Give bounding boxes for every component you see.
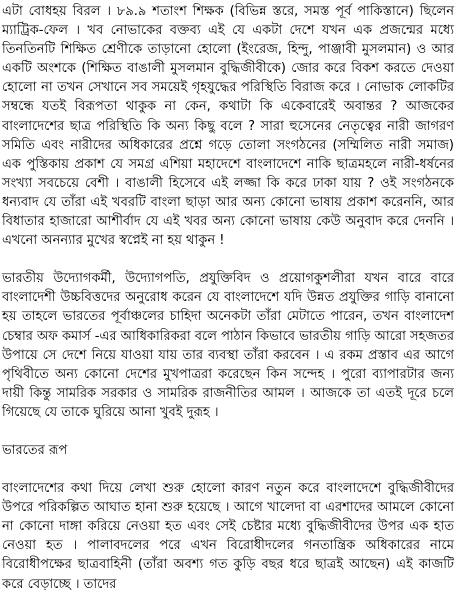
paragraph-2: ভারতীয় উদ্যোগকর্মী, উদ্যোগপতি, প্রযুক্তিবিদ ও প্রয়োগকুশলীরা যখন বারে বারে বাংলাদেশী উচ্চবিত্তদের অনুরোধ করেন যে বাংলাদেশে যদি উন্নত প্রযুক্তির গাড়ি বানানো হয় তাহলে ভারতের পূর্বাঞ্চলের চাহিদা অনেকটা তাঁরা মেটাতে পারেন, তখন বাংলাদেশ চেম্বার অফ কমার্স -এর আধিকারিকরা বলে পাঠান কিভাবে ভারতীয় গাড়ি আরো সহজতর উপায়ে সে দেশে নিয়ে যাওয়া যায় তার ব্যবস্থা তাঁরা করবেন । এ রকম প্রস্তাব এর আগে পৃথিবীতে অন্য কোনো দেশের মুখপাত্ররা করেছেন কিন সন্দেহ । পুরো ব্যাপারটার জন্য দায়ী কিন্তু সামরিক সরকার ও সামরিক রাজনীতির আমল । আজকে তা এতই দূরে চলে গিয়েছে যে তাকে ঘুরিয়ে আনা খুবই দুরূহ ।: [2, 271, 454, 420]
paragraph-3: বাংলাদেশের কথা দিয়ে লেখা শুরু হোলো কারণ নতুন করে বাংলাদেশে বুদ্ধিজীবীদের উপরে পরিকল্পিত আঘাত হানা শুরু হয়েছে । আগে খালেদা বা এরশাদের আমলে কোনো না কোনো দাঙ্গা করিয়ে নেওয়া হত এবং সেই চেষ্টার মধ্যে বুদ্ধিজীবীদের উপর এক হাত নেওয়া হত । পালাবদলের পরে এখন বিরোধীদলের গনতান্ত্রিক অধিকারের নামে বিরোধীপক্ষের ছাত্রবাহিনী (তাঁরা অবশ্য গত কুড়ি বছর ধরে ছাত্রই আছেন) এই কাজটি করে বেড়াচ্ছে । তাদের: [2, 481, 454, 592]
paragraph-1: এটা বোধহয় বিরল । ৮৯.৯ শতাংশ শিক্ষক (বিভিন্ন স্তরে, সমস্ত পূর্ব পাকিস্তানে) ছিলেন ম্যাট্রিক-ফেল । খব নোভাকের বক্তব্য এই যে একটা দেশে যখন এক প্রজন্মের মধ্যে তিনতিনটি শিক্ষিত শ্রেণীকে তাড়ানো হোলো (ইংরেজ, হিন্দু, পাঞ্জাবী মুসলমান) ও আর একটি অংশকে (শিক্ষিত বাঙালী মুসলমান বুদ্ধিজীবীকে) জোর করে বিকশ করতে দেওয়া হোলো না তখন সেখানে সব সময়েই গৃহযুদ্ধের পরিস্থিতি বিরাজ করে । নোভাক লোকটির সম্বন্ধে যতই বিরূপতা থাকুক না কেন, কথাটা কি একেবারেই অবান্তর ? আজকের বাংলাদেশের ছাত্র পরিস্থিতি কি অন্য কিছু বলে ? সারা হুসেনের নেতৃত্বের নারী জাগরণ সমিতি এবং নারীদের অধিকারের প্রশ্নে গড়ে তোলা সংগঠনের (সম্মিলিত নারী সমাজ) এক পুস্তিকায় প্রকাশ যে সমগ্র এশিয়া মহাদেশে বাংলাদেশে নাকি ছাত্রমহলে নারী-ধর্ষনের সংখ্যা সবচেয়ে বেশী । বাঙালী হিসেবে এই লজ্জা কি করে ঢাকা যায় ? ওই সংগঠনকে ধন্যবাদ যে তাঁরা এই খবরটি বাংলা ছাড়া আর অন্য কোনো ভাষায় প্রকাশ করেননি, আর বিধাতার হাজারো আশীর্বাদ যে এই খবর অন্য কোনো ভাষায় কেউ অনুবাদ করে দেননি । এখনো অনন্যার মুখের স্বপ্নেই না হয় থাকুন !: [2, 4, 454, 249]
section-heading: ভারতের রূপ: [2, 442, 68, 458]
